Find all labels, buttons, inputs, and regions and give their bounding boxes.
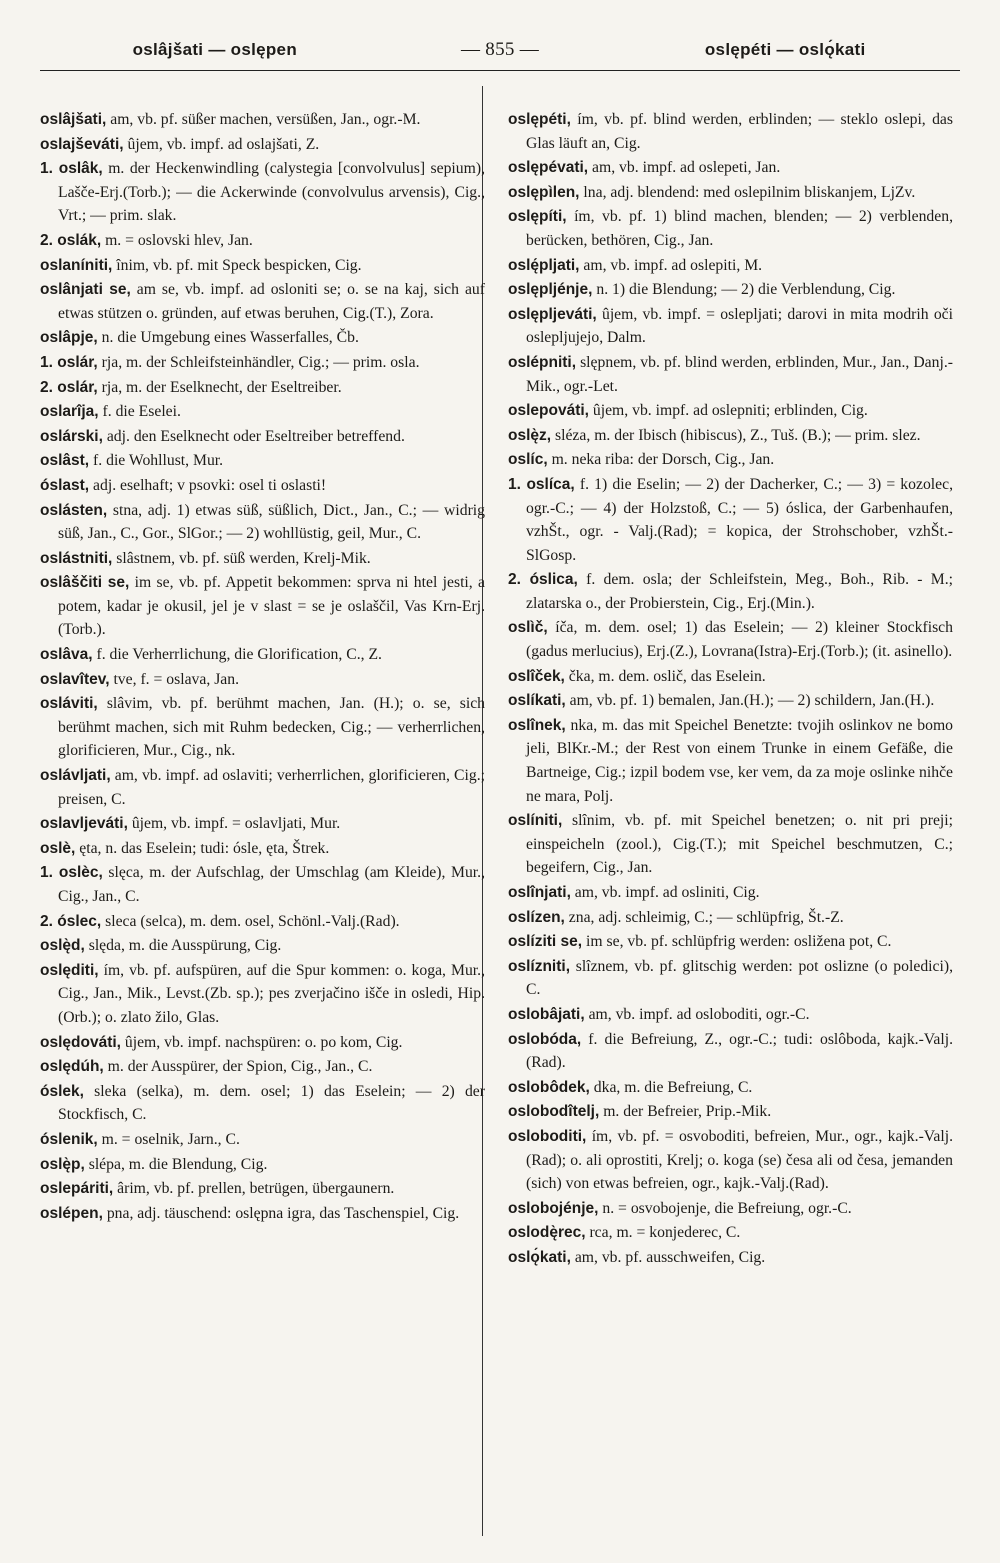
- entry-headword: oslâst,: [40, 452, 90, 470]
- dictionary-entry: [508, 303, 953, 350]
- entry-definition: sleca (selca), m. dem. osel, Schönl.-Valj.(Rad).: [101, 912, 400, 930]
- dictionary-entry: [40, 1202, 485, 1226]
- page-number: — 855 —: [460, 39, 540, 60]
- dictionary-entry: [40, 278, 485, 325]
- entry-definition: ím, vb. pf. aufspüren, auf die Spur kommen: o. koga, Mur., Cig., Jan., Mik., Levst.(Zb. sp.); pes zverjačino išče in osledi, Hip.(Orb.); o. zlato žilo, Glas.: [58, 961, 485, 1026]
- entry-definition: čka, m. dem. oslič, das Eselein.: [564, 667, 766, 685]
- entry-headword: óslenik,: [40, 1130, 98, 1148]
- entry-headword: 2. óslec,: [40, 912, 102, 930]
- entry-definition: adj. eselhaft; v psovki: osel ti oslasti!: [89, 476, 327, 494]
- dictionary-entry: [40, 449, 485, 473]
- entry-definition: dka, m. die Befreiung, C.: [589, 1078, 753, 1096]
- entry-definition: f. die Verherrlichung, die Glorification, C., Z.: [92, 646, 382, 664]
- entry-definition: am, vb. impf. ad osloboditi, ogr.-C.: [584, 1005, 810, 1023]
- entry-headword: oslędúh,: [40, 1058, 104, 1076]
- entry-headword: oslînjati,: [508, 884, 571, 901]
- entry-definition: m. der Ausspürer, der Spion, Cig., Jan., C.: [103, 1058, 373, 1076]
- entry-definition: slîznem, vb. pf. glitschig werden: pot oslizne (o poledici), C.: [526, 957, 953, 999]
- header-left-guide-words: oslâjšati — oslępen: [132, 40, 297, 59]
- entry-headword: oslǫ́kati,: [508, 1248, 571, 1266]
- entry-definition: am, vb. pf. süßer machen, versüßen, Jan., ogr.-M.: [106, 111, 421, 128]
- entry-definition: am, vb. pf. ausschweifen, Cig.: [570, 1248, 766, 1266]
- dictionary-entry: [508, 1246, 953, 1270]
- entry-headword: oslobojénje,: [508, 1199, 599, 1217]
- entry-headword: oslępljeváti,: [508, 305, 597, 323]
- dictionary-entry: [40, 133, 485, 157]
- entry-definition: slęda, m. die Ausspürung, Cig.: [84, 937, 282, 955]
- entry-definition: f. die Eselei.: [98, 403, 181, 421]
- entry-headword: oslavîtev,: [40, 670, 110, 688]
- dictionary-entry: [40, 351, 485, 375]
- entry-headword: oslízen,: [508, 908, 565, 926]
- dictionary-entry: [40, 861, 485, 908]
- entry-headword: oslobodîtelj,: [508, 1103, 600, 1121]
- dictionary-entry: [508, 1125, 953, 1196]
- dictionary-entry: [508, 351, 953, 398]
- entry-headword: oslìč,: [508, 619, 548, 637]
- entry-definition: im se, vb. pf. Appetit bekommen: sprva ni htel jesti, a potem, kadar je okusil, jel je v slast = se je oslaščil, Vas Krn-Erj.(Torb.).: [58, 574, 485, 639]
- entry-definition: am, vb. impf. ad oslepiti, M.: [579, 256, 763, 274]
- entry-definition: lna, adj. blendend: med oslepilnim bliskanjem, LjZv.: [579, 183, 916, 201]
- entry-headword: oslobóda,: [508, 1030, 582, 1048]
- dictionary-entry: [40, 254, 485, 278]
- entry-definition: sléza, m. der Ibisch (hibiscus), Z., Tuš. (B.); — prim. slez.: [551, 426, 921, 444]
- entry-headword: oslędováti,: [40, 1033, 121, 1051]
- entry-definition: n. die Umgebung eines Wasserfalles, Čb.: [97, 329, 359, 347]
- entry-definition: ím, vb. pf. = osvoboditi, befreien, Mur., ogr., kajk.-Valj.(Rad); o. ali oprostiti, Krelj; o. koga (se) česa ali od česa, jemanden (sich) von etwas befreien, ogr., kajk.-Valj.(Rad).: [526, 1127, 953, 1193]
- dictionary-entry: [508, 205, 953, 252]
- entry-headword: oslę̀z,: [508, 426, 552, 444]
- entry-headword: oslávljati,: [40, 767, 111, 785]
- entry-headword: osláviti,: [40, 695, 98, 713]
- entry-headword: oslępíti,: [508, 208, 567, 226]
- entry-headword: óslast,: [40, 476, 90, 494]
- dictionary-entry: [40, 229, 485, 253]
- entry-headword: oslásten,: [40, 501, 108, 519]
- entry-headword: oslobôdek,: [508, 1078, 590, 1096]
- dictionary-entry: [40, 1153, 485, 1177]
- entry-headword: oslępljénje,: [508, 281, 593, 299]
- dictionary-entry: [508, 616, 953, 663]
- dictionary-entry: [40, 571, 485, 642]
- entry-definition: ûjem, vb. impf. = oslepljati; darovi in mita modrih oči oslepljujejo, Dalm.: [526, 305, 953, 347]
- entry-headword: oslavljeváti,: [40, 815, 128, 833]
- entry-headword: oslîček,: [508, 667, 565, 685]
- dictionary-entry: [40, 1177, 485, 1201]
- left-column: [40, 108, 485, 1528]
- dictionary-entry: [508, 665, 953, 689]
- entry-headword: oslarîja,: [40, 403, 99, 421]
- entry-headword: oslę̀d,: [40, 937, 85, 955]
- entry-definition: rja, m. der Eselknecht, der Eseltreiber.: [97, 378, 342, 396]
- dictionary-entry: [508, 1028, 953, 1075]
- entry-headword: oslâpje,: [40, 329, 98, 347]
- dictionary-entry: [40, 837, 485, 861]
- dictionary-entry: [40, 1128, 485, 1152]
- dictionary-entry: [508, 424, 953, 448]
- dictionary-entry: [508, 473, 953, 567]
- entry-headword: oslépen,: [40, 1204, 103, 1222]
- entry-headword: oslâjšati,: [40, 111, 107, 128]
- dictionary-entry: [40, 764, 485, 811]
- entry-definition: ûjem, vb. impf. nachspüren: o. po kom, Cig.: [120, 1033, 403, 1051]
- entry-definition: am, vb. pf. 1) bemalen, Jan.(H.); — 2) schildern, Jan.(H.).: [565, 692, 935, 710]
- entry-definition: f. die Wohllust, Mur.: [89, 452, 224, 470]
- dictionary-entry: [508, 1003, 953, 1027]
- entry-definition: m. = oselnik, Jarn., C.: [97, 1130, 240, 1148]
- entry-definition: rja, m. der Schleifsteinhändler, Cig.; — prim. osla.: [97, 353, 420, 371]
- entry-headword: 1. oslâk,: [40, 160, 103, 178]
- entry-definition: adj. den Eselknecht oder Eseltreiber betreffend.: [102, 427, 405, 445]
- entry-definition: pna, adj. täuschend: oslępna igra, das Taschenspiel, Cig.: [102, 1204, 460, 1222]
- dictionary-entry: [40, 157, 485, 228]
- dictionary-entry: [508, 906, 953, 930]
- dictionary-entry: [40, 425, 485, 449]
- dictionary-entry: [508, 689, 953, 713]
- entry-definition: íča, m. dem. osel; 1) das Eselein; — 2) kleiner Stockfisch (gadus merlucius), Erj.(Z.), Lovrana(Istra)-Erj.(Torb.); (it. asinello).: [526, 619, 953, 661]
- entry-definition: nka, m. das mit Speichel Benetzte: tvojih oslinkov ne bomo jeli, BlKr.-M.; der Rest von einem Trunke in einem Gefäße, die Bartneige, Cig.; izpil bodem vse, ker vem, da za moje oslinke nihče ne mara, Polj.: [526, 716, 953, 805]
- right-column: [508, 108, 953, 1528]
- entry-headword: 1. oslèc,: [40, 864, 103, 882]
- entry-headword: oslâva,: [40, 646, 93, 664]
- dictionary-entry: [40, 326, 485, 350]
- entry-headword: oslajševáti,: [40, 135, 124, 153]
- entry-definition: slépa, m. die Blendung, Cig.: [84, 1155, 268, 1173]
- header-rule: [40, 70, 960, 71]
- entry-headword: oslînek,: [508, 716, 566, 734]
- dictionary-entry: [508, 156, 953, 180]
- entry-definition: n. = osvobojenje, die Befreiung, ogr.-C.: [598, 1199, 852, 1217]
- dictionary-entry: [508, 399, 953, 423]
- entry-definition: am, vb. impf. ad oslaviti; verherrlichen, glorificieren, Cig.; preisen, C.: [58, 767, 485, 808]
- dictionary-entry: [40, 1055, 485, 1079]
- entry-headword: oslástniti,: [40, 549, 113, 567]
- entry-headword: oslępéti,: [508, 111, 571, 128]
- entry-headword: 1. oslár,: [40, 353, 98, 371]
- entry-definition: am, vb. impf. ad oslepeti, Jan.: [588, 159, 781, 177]
- dictionary-entry: [508, 1100, 953, 1124]
- entry-definition: ûjem, vb. impf. ad oslepniti; erblinden, Cig.: [588, 402, 868, 420]
- dictionary-entry: [508, 108, 953, 155]
- dictionary-entry: [40, 400, 485, 424]
- entry-definition: im se, vb. pf. schlüpfrig werden: osližena pot, C.: [582, 933, 892, 951]
- entry-headword: oslânjati se,: [40, 281, 131, 299]
- entry-headword: oslíc,: [508, 451, 548, 469]
- entry-headword: oslepováti,: [508, 402, 589, 420]
- dictionary-entry: [508, 448, 953, 472]
- dictionary-entry: [40, 547, 485, 571]
- entry-headword: oslepáriti,: [40, 1180, 114, 1198]
- entry-headword: oslíniti,: [508, 812, 563, 830]
- entry-definition: sleka (selka), m. dem. osel; 1) das Eselein; — 2) der Stockfisch, C.: [58, 1082, 485, 1124]
- header-right-guide-words: oslępéti — oslǫ́kati: [704, 40, 866, 59]
- entry-definition: ârim, vb. pf. prellen, betrügen, übergaunern.: [113, 1180, 395, 1198]
- dictionary-entry: [40, 812, 485, 836]
- entry-headword: oslaníniti,: [40, 256, 113, 274]
- entry-headword: óslek,: [40, 1082, 84, 1100]
- entry-definition: f. 1) die Eselin; — 2) der Dacherker, C.; — 3) = kozolec, ogr.-C.; — 4) der Holzstoß, C.; — 5) óslica, der Garbenhaufen, vzhŠt., ogr. - Valj.(Rad); = kopica, der Strohschober, vzhŠt.-SlGosp.: [526, 475, 953, 564]
- dictionary-entry: [508, 181, 953, 205]
- dictionary-entry: [40, 934, 485, 958]
- entry-definition: n. 1) die Blendung; — 2) die Verblendung, Cig.: [592, 281, 896, 299]
- dictionary-entry: [40, 1080, 485, 1127]
- entry-definition: f. dem. osla; der Schleifstein, Meg., Boh., Rib. - M.; zlatarska o., der Probierstein, Cig., Erj.(Min.).: [526, 571, 953, 612]
- entry-headword: oslépniti,: [508, 353, 577, 371]
- dictionary-entry: [508, 809, 953, 880]
- entry-headword: oslę́pljati,: [508, 256, 580, 274]
- dictionary-entry: [40, 692, 485, 763]
- entry-definition: slęca, m. der Aufschlag, der Umschlag (am Kleide), Mur., Cig., Jan., C.: [58, 864, 485, 905]
- dictionary-entry: [508, 278, 953, 302]
- entry-definition: stna, adj. 1) etwas süß, süßlich, Dict., Jan., C.; — widrig süß, Jan., C., Gor., SlGor.; — 2) wohllüstig, geil, Mur., C.: [58, 501, 485, 543]
- dictionary-entry: [40, 499, 485, 546]
- entry-definition: ûjem, vb. impf. ad oslajšati, Z.: [123, 135, 320, 153]
- entry-headword: oslę̀p,: [40, 1155, 85, 1173]
- dictionary-entry: [40, 668, 485, 692]
- entry-headword: oslíziti se,: [508, 933, 583, 951]
- running-header: [40, 34, 960, 66]
- entry-headword: oslęditi,: [40, 961, 99, 979]
- dictionary-entry: [508, 955, 953, 1002]
- entry-definition: ím, vb. pf. 1) blind machen, blenden; — 2) verblenden, berücken, bethören, Cig., Jan.: [526, 208, 953, 249]
- entry-headword: oslâščiti se,: [40, 574, 130, 592]
- dictionary-entry: [508, 930, 953, 954]
- entry-definition: f. die Befreiung, Z., ogr.-C.; tudi: oslôboda, kajk.-Valj.(Rad).: [526, 1030, 953, 1072]
- entry-headword: oslępévati,: [508, 159, 589, 177]
- entry-definition: înim, vb. pf. mit Speck bespicken, Cig.: [112, 256, 362, 274]
- dictionary-entry: [40, 959, 485, 1030]
- entry-headword: oslízniti,: [508, 957, 570, 975]
- dictionary-entry: [508, 1221, 953, 1245]
- dictionary-entry: [40, 474, 485, 498]
- entry-headword: oslíkati,: [508, 692, 566, 710]
- entry-headword: oslè,: [40, 839, 76, 857]
- entry-headword: oslobâjati,: [508, 1005, 585, 1023]
- entry-headword: oslárski,: [40, 427, 103, 445]
- dictionary-entry: [40, 910, 485, 934]
- entry-definition: ęta, n. das Eselein; tudi: ósle, ęta, Štrek.: [75, 839, 330, 857]
- entry-definition: slępnem, vb. pf. blind werden, erblinden, Mur., Jan., Danj.-Mik., ogr.-Let.: [526, 353, 953, 395]
- entry-definition: zna, adj. schleimig, C.; — schlüpfrig, Št.-Z.: [564, 908, 844, 926]
- dictionary-entry: [508, 568, 953, 615]
- entry-headword: oslępìlen,: [508, 183, 580, 201]
- entry-headword: 2. oslák,: [40, 231, 102, 249]
- dictionary-entry: [508, 1197, 953, 1221]
- entry-headword: osloboditi,: [508, 1127, 587, 1145]
- entry-definition: slâstnem, vb. pf. süß werden, Krelj-Mik.: [112, 549, 371, 567]
- entry-definition: m. neka riba: der Dorsch, Cig., Jan.: [547, 451, 775, 469]
- entry-definition: ûjem, vb. impf. = oslavljati, Mur.: [127, 815, 341, 833]
- entry-definition: tve, f. = oslava, Jan.: [109, 670, 240, 688]
- dictionary-entry: [508, 1076, 953, 1100]
- entry-definition: am se, vb. impf. ad osloniti se; o. se na kaj, sich auf etwas stützen o. gründen, auf etwas beruhen, Cig.(T.), Zora.: [58, 281, 485, 322]
- dictionary-entry: [40, 376, 485, 400]
- entry-headword: 2. oslár,: [40, 378, 98, 396]
- entry-definition: slâvim, vb. pf. berühmt machen, Jan. (H.); o. se, sich berühmt machen, sich mit Ruhm bedecken, Cig.; — verherrlichen, glorificieren, Mur., Cig., nk.: [58, 695, 485, 760]
- entry-definition: am, vb. impf. ad osliniti, Cig.: [570, 884, 760, 901]
- dictionary-entry: [40, 1031, 485, 1055]
- entry-headword: oslodę̀rec,: [508, 1224, 586, 1242]
- entry-definition: ím, vb. pf. blind werden, erblinden; — steklo oslepi, das Glas läuft an, Cig.: [526, 111, 953, 152]
- entry-definition: m. der Heckenwindling (calystegia [convolvulus] sepium), Lašče-Erj.(Torb.); — die Ackerwinde (convolvulus arvensis), Cig., Vrt.; — prim. slak.: [58, 160, 485, 225]
- entry-headword: 1. oslíca,: [508, 475, 575, 493]
- dictionary-entry: [40, 643, 485, 667]
- entry-headword: 2. óslica,: [508, 571, 578, 589]
- entry-definition: m. = oslovski hlev, Jan.: [101, 231, 253, 249]
- entry-definition: slînim, vb. pf. mit Speichel benetzen; o. nit pri preji; einspeicheln (zool.), Cig.(T.); mit Speichel beschmutzen, C.; begeifern, Cig., Jan.: [526, 812, 953, 877]
- entry-definition: m. der Befreier, Prip.-Mik.: [599, 1103, 772, 1121]
- dictionary-entry: [40, 108, 485, 132]
- entry-definition: rca, m. = konjederec, C.: [585, 1224, 741, 1242]
- dictionary-entry: [508, 714, 953, 808]
- dictionary-entry: [508, 881, 953, 905]
- dictionary-entry: [508, 254, 953, 278]
